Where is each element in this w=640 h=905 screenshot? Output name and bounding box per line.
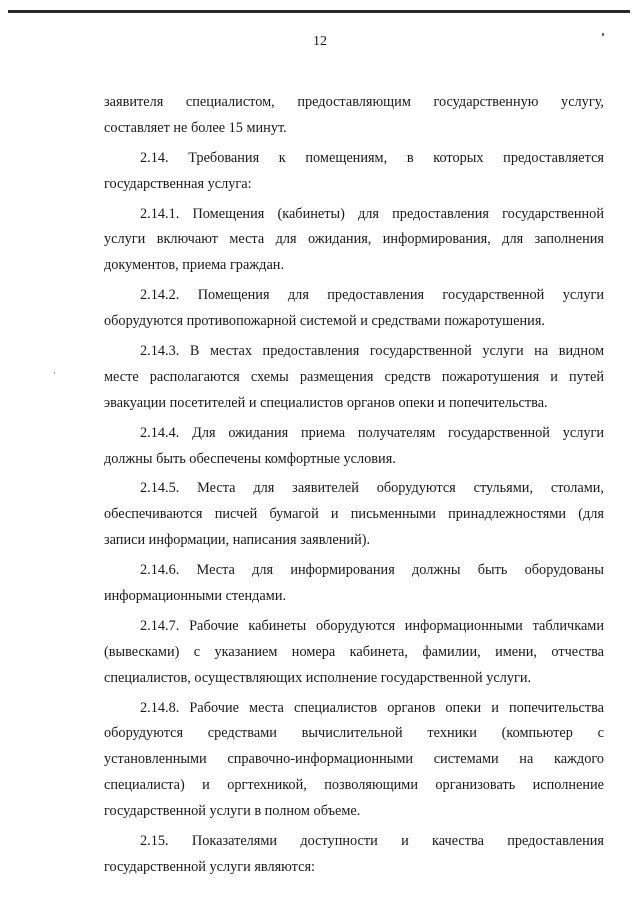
text-line: оборудуются средствами вычислительной техники (компьютер с (104, 725, 604, 742)
text-line: государственная услуга: (104, 175, 252, 192)
text-line: установленными справочно-информационными системами на каждого (104, 751, 604, 768)
text-line: заявителя специалистом, предоставляющим государственную услугу, (104, 94, 604, 110)
text-line: записи информации, написания заявлений). (104, 532, 371, 549)
paragraph-2-15 (104, 829, 604, 881)
text-line: обеспечиваются писчей бумагой и письменными принадлежностями (для (104, 506, 604, 523)
text-line: информационными стендами. (104, 588, 287, 605)
scan-speck (602, 33, 604, 36)
paragraph-2-14-8 (104, 696, 604, 825)
text-line: (вывесками) с указанием номера кабинета, фамилии, имени, отчества (104, 643, 604, 660)
text-line: должны быть обеспечены комфортные условия. (104, 450, 396, 467)
text-line: 2.14.4. Для ожидания приема получателям государственной услуги (140, 424, 604, 441)
text-line: 2.14.1. Помещения (кабинеты) для предоставления государственной (140, 205, 604, 222)
text-line: специалиста) и оргтехникой, позволяющими организовать исполнение (104, 777, 604, 794)
paragraph-continuation (104, 90, 604, 142)
text-line: 2.14.6. Места для информирования должны быть оборудованы (140, 562, 604, 579)
scan-speck (54, 372, 55, 374)
text-line: эвакуации посетителей и специалистов органов опеки и попечительства. (104, 394, 548, 411)
paragraph-2-14-5 (104, 476, 604, 554)
text-line: государственной услуги в полном объеме. (104, 803, 361, 820)
paragraph-2-14-2 (104, 283, 604, 335)
paragraph-2-14-7 (104, 614, 604, 692)
paragraph-2-14-1 (104, 202, 604, 280)
text-line: государственной услуги являются: (104, 858, 315, 875)
text-line: 2.14.2. Помещения для предоставления государственной услуги (140, 287, 604, 304)
text-line: оборудуются противопожарной системой и средствами пожаротушения. (104, 313, 545, 330)
text-line: услуги включают места для ожидания, информирования, для заполнения (104, 231, 604, 248)
text-line: 2.14.8. Рабочие места специалистов органов опеки и попечительства (140, 699, 604, 716)
text-line: 2.14.3. В местах предоставления государственной услуги на видном (140, 343, 604, 360)
text-line: специалистов, осуществляющих исполнение государственной услуги. (104, 669, 532, 686)
text-line: документов, приема граждан. (104, 257, 285, 274)
top-rule (8, 10, 630, 13)
text-line: 2.14. Требования к помещениям, в которых предоставляется (140, 149, 604, 166)
text-line: 2.14.7. Рабочие кабинеты оборудуются информационными табличками (140, 617, 604, 634)
page-number: 12 (313, 34, 327, 49)
paragraph-2-14-6 (104, 558, 604, 610)
text-line: составляет не более 15 минут. (104, 119, 287, 136)
paragraph-2-14-4 (104, 421, 604, 473)
document-body (104, 90, 604, 881)
paragraph-2-14 (104, 146, 604, 198)
paragraph-2-14-3 (104, 339, 604, 417)
text-line: месте располагаются схемы размещения средств пожаротушения и путей (104, 368, 604, 385)
text-line: 2.14.5. Места для заявителей оборудуются стульями, столами, (140, 480, 604, 497)
text-line: 2.15. Показателями доступности и качества предоставления (140, 833, 604, 850)
